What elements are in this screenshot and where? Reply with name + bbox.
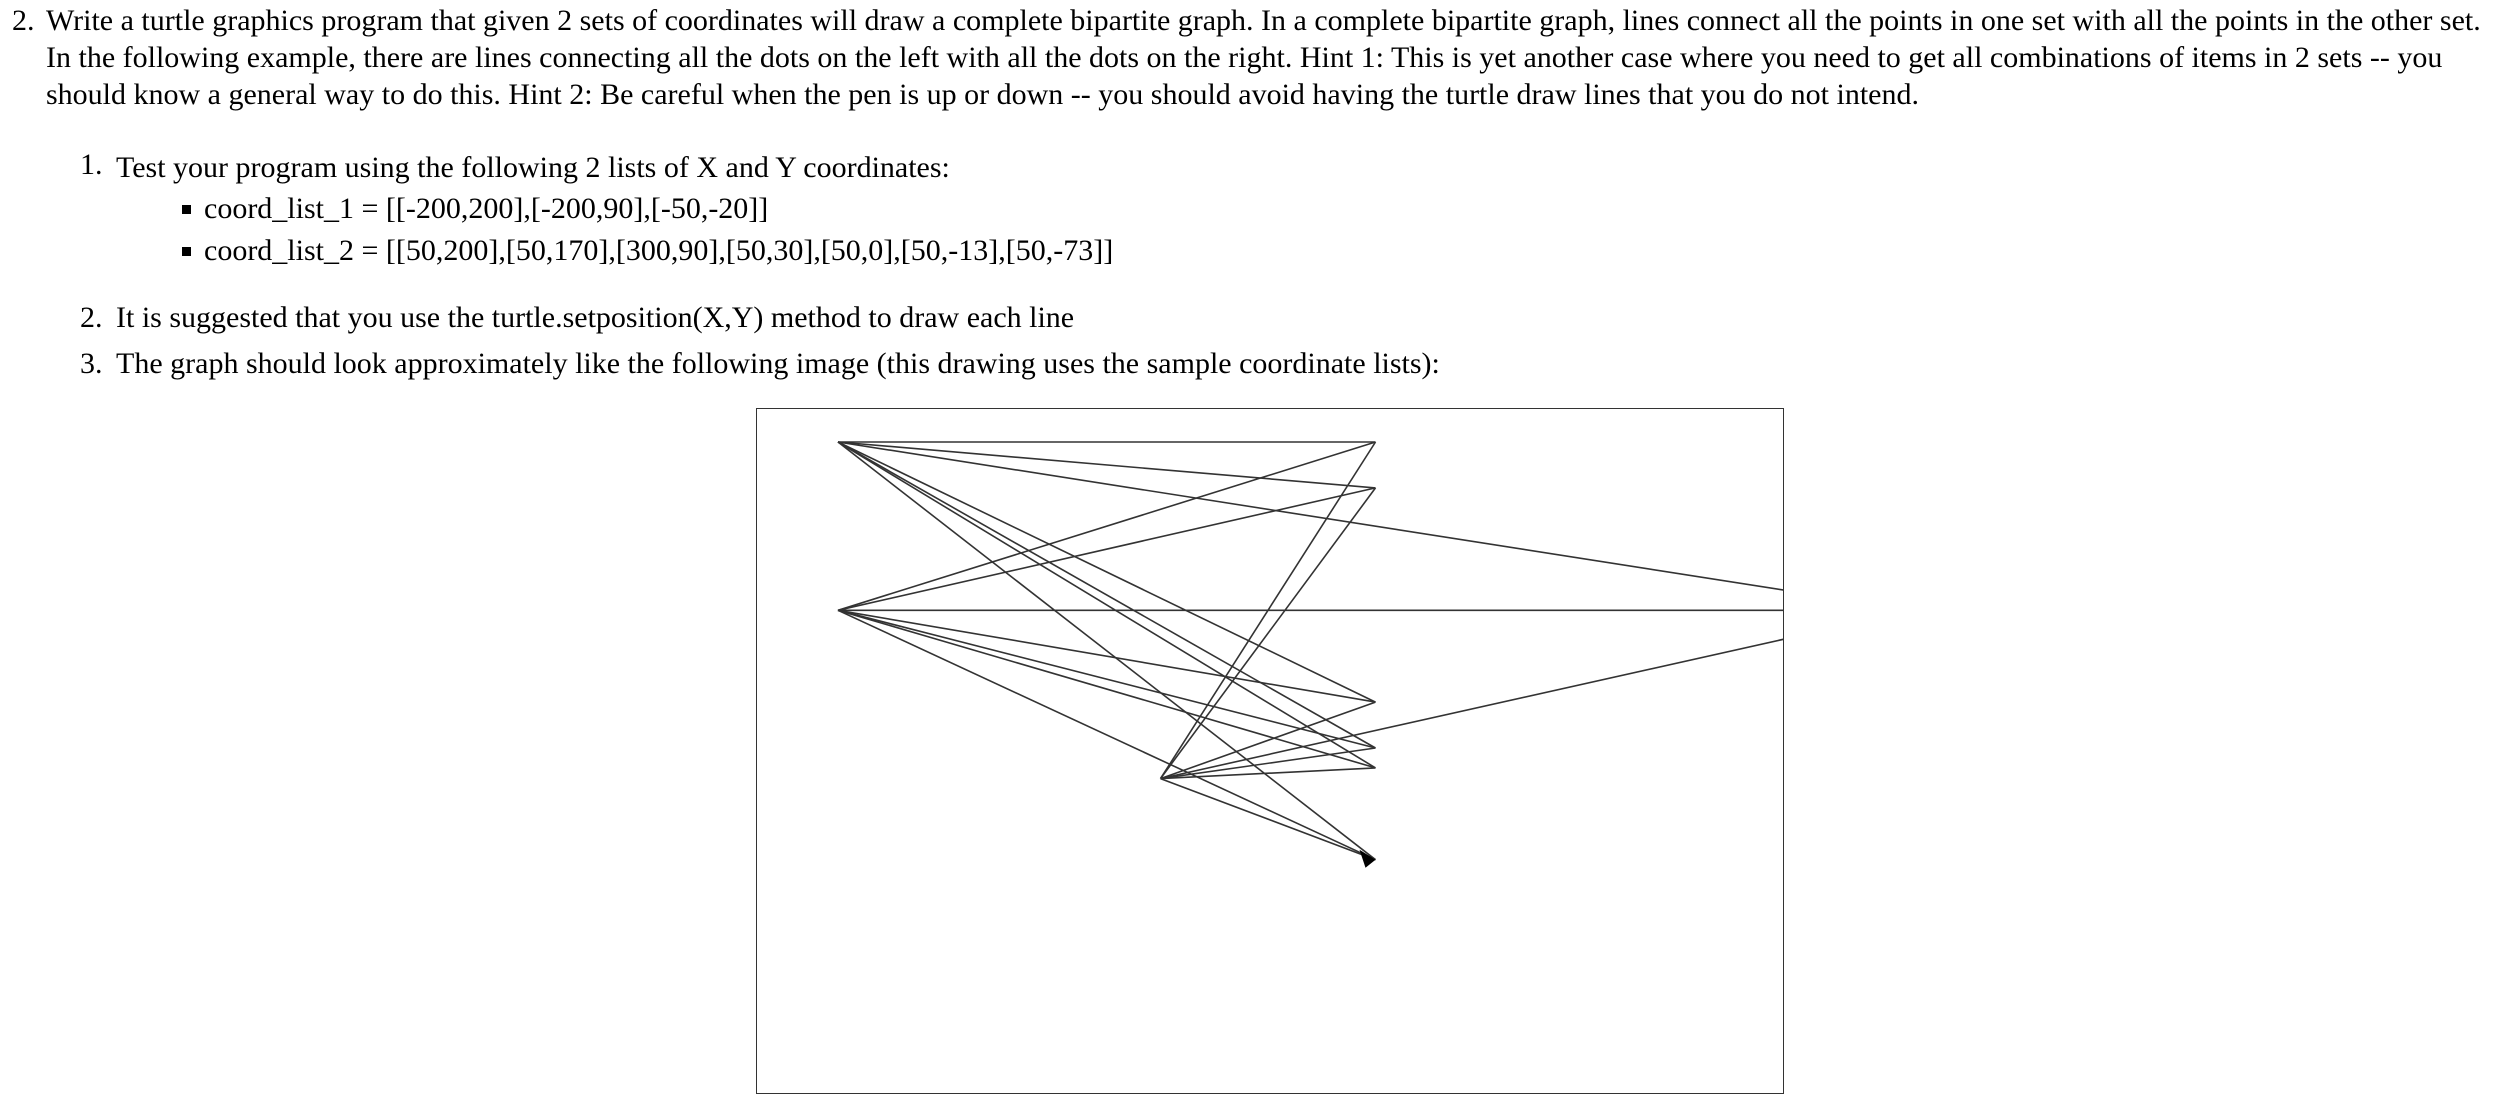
square-bullet-icon xyxy=(182,247,191,256)
problem-statement xyxy=(12,2,2482,113)
graph-edge xyxy=(838,442,1783,610)
graph-edge xyxy=(838,610,1376,859)
step-number: 2. xyxy=(80,301,103,334)
coord-list-2-item xyxy=(180,230,2460,272)
problem-number: 2. xyxy=(12,4,35,37)
turtle-cursor-icon xyxy=(1360,850,1376,868)
graph-edge xyxy=(1161,779,1376,860)
bipartite-graph-drawing xyxy=(757,409,1783,1093)
graph-edge xyxy=(838,442,1376,860)
steps-list xyxy=(80,148,2460,384)
step-3 xyxy=(80,344,2460,384)
step-1 xyxy=(80,148,2460,298)
graph-edge xyxy=(838,442,1376,748)
graph-edge xyxy=(838,488,1376,610)
step-text: It is suggested that you use the turtle.setposition(X,Y) method to draw each line xyxy=(116,301,1075,334)
step-text: The graph should look approximately like the following image (this drawing uses the sample coordinate lists): xyxy=(116,347,1440,380)
graph-edge xyxy=(838,442,1376,610)
bipartite-graph-figure xyxy=(756,408,1784,1094)
step-number: 1. xyxy=(80,148,103,181)
graph-edge xyxy=(838,610,1376,748)
coordinate-lists xyxy=(180,188,2460,272)
coord-list-1-text: coord_list_1 = [[-200,200],[-200,90],[-50,-20]] xyxy=(204,192,769,225)
step-2 xyxy=(80,298,2460,344)
step-text: Test your program using the following 2 lists of X and Y coordinates: xyxy=(116,151,950,184)
coord-list-2-text: coord_list_2 = [[50,200],[50,170],[300,90],[50,30],[50,0],[50,-13],[50,-73]] xyxy=(204,234,1114,267)
coord-list-1-item xyxy=(180,188,2460,230)
step-number: 3. xyxy=(80,347,103,380)
square-bullet-icon xyxy=(182,205,191,214)
graph-edge xyxy=(838,442,1376,768)
problem-text: Write a turtle graphics program that given 2 sets of coordinates will draw a complete bipartite graph. In a complete bipartite graph, lines connect all the points in one set with all the points in the other set. In the following example, there are lines connecting all the dots on the left with all the dots on the right. Hint 1: This is yet another case where you need to get all combinations of items in 2 sets -- you should know a general way to do this. Hint 2: Be careful when the pen is up or down -- you should avoid having the turtle draw lines that you do not intend. xyxy=(46,4,2481,111)
graph-edge xyxy=(1161,488,1376,779)
